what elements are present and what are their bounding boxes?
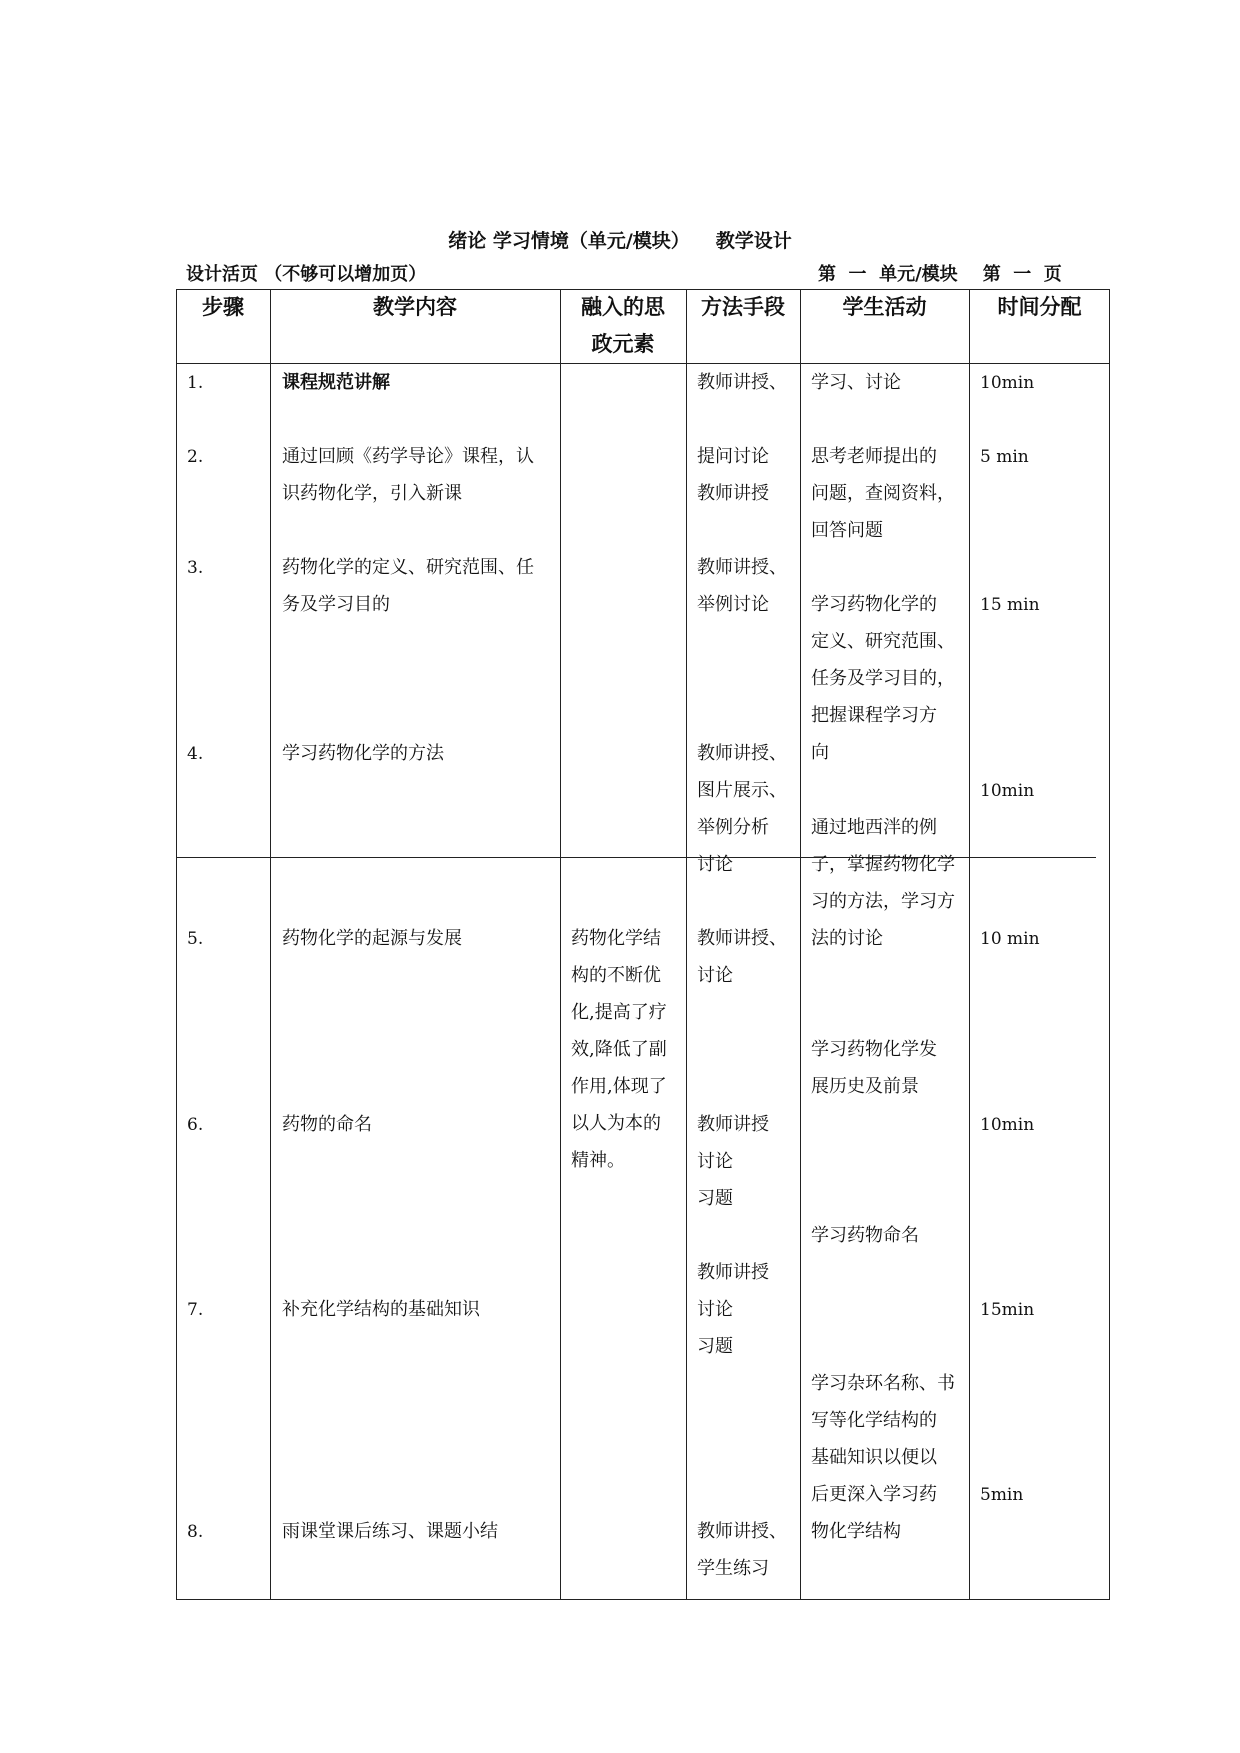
content-item: 通过回顾《药学导论》课程，认 识药物化学，引入新课 [282, 446, 534, 504]
method-item: 提问讨论 教师讲授 [697, 446, 769, 504]
step-number: 8. [187, 1522, 204, 1542]
time-item: 5min [980, 1485, 1024, 1505]
step-number: 6. [187, 1115, 204, 1135]
col-divider [686, 289, 687, 1600]
header-ideology: 融入的思 政元素 [581, 295, 665, 356]
step-number: 5. [187, 929, 204, 949]
time-item: 15 min [980, 595, 1040, 615]
method-item: 教师讲授、 学生练习 [697, 1521, 787, 1579]
activity-item: 学习药物命名 [811, 1225, 919, 1246]
content-item: 课程规范讲解 [282, 372, 390, 393]
step-number: 7. [187, 1300, 204, 1320]
activity-item: 思考老师提出的 问题，查阅资料， 回答问题 [811, 446, 955, 541]
content-item: 雨课堂课后练习、课题小结 [282, 1521, 498, 1542]
time-item: 15min [980, 1300, 1035, 1320]
col-divider [560, 289, 561, 1600]
activity-item: 学习、讨论 [811, 372, 901, 393]
title-main: 绪论 学习情境（单元/模块） [448, 230, 690, 252]
activity-item: 学习药物化学的 定义、研究范围、 任务及学习目的， 把握课程学习方 向 [811, 594, 955, 763]
content-item: 学习药物化学的方法 [282, 743, 444, 764]
header-activity: 学生活动 [842, 295, 927, 319]
content-item: 补充化学结构的基础知识 [282, 1299, 480, 1320]
mid-rule [176, 857, 1096, 858]
step-number: 3. [187, 558, 204, 578]
activity-item: 通过地西泮的例 子，掌握药物化学 习的方法，学习方 法的讨论 [811, 817, 955, 949]
method-item: 教师讲授 讨论 习题 [697, 1262, 769, 1357]
method-item: 教师讲授 讨论 习题 [697, 1114, 769, 1209]
col-divider [969, 289, 970, 1600]
step-number: 1. [187, 373, 204, 393]
time-item: 10min [980, 781, 1035, 801]
header-time: 时间分配 [997, 295, 1082, 319]
header-content: 教学内容 [373, 295, 457, 319]
header-method: 方法手段 [701, 295, 785, 319]
content-item: 药物的命名 [282, 1114, 372, 1135]
time-item: 10min [980, 373, 1035, 393]
method-item: 教师讲授、 图片展示、 举例分析 讨论 [697, 743, 787, 875]
header-step: 步骤 [202, 295, 244, 319]
method-item: 教师讲授、 [697, 372, 787, 393]
method-item: 教师讲授、 讨论 [697, 928, 787, 986]
time-item: 5 min [980, 447, 1029, 467]
time-item: 10 min [980, 929, 1040, 949]
subheader-right: 第 一 单元/模块 第 一 页 [818, 264, 1062, 285]
subheader-left: 设计活页 （不够可以增加页） [186, 264, 427, 285]
content-item: 药物化学的起源与发展 [282, 928, 462, 949]
activity-item: 学习药物化学发 展历史及前景 [811, 1039, 937, 1097]
col-divider [270, 289, 271, 1600]
time-item: 10min [980, 1115, 1035, 1135]
col-divider [800, 289, 801, 1600]
title-suffix: 教学设计 [715, 230, 792, 252]
activity-item: 学习杂环名称、书 写等化学结构的 基础知识以便以 后更深入学习药 物化学结构 [811, 1373, 955, 1542]
document-title [0, 226, 1240, 253]
step-number: 4. [187, 744, 204, 764]
method-item: 教师讲授、 举例讨论 [697, 557, 787, 615]
step-number: 2. [187, 447, 204, 467]
content-item: 药物化学的定义、研究范围、任 务及学习目的 [282, 557, 534, 615]
ideology-item: 药物化学结 构的不断优 化,提高了疗 效,降低了副 作用,体现了 以人为本的 精神。 [571, 928, 667, 1171]
